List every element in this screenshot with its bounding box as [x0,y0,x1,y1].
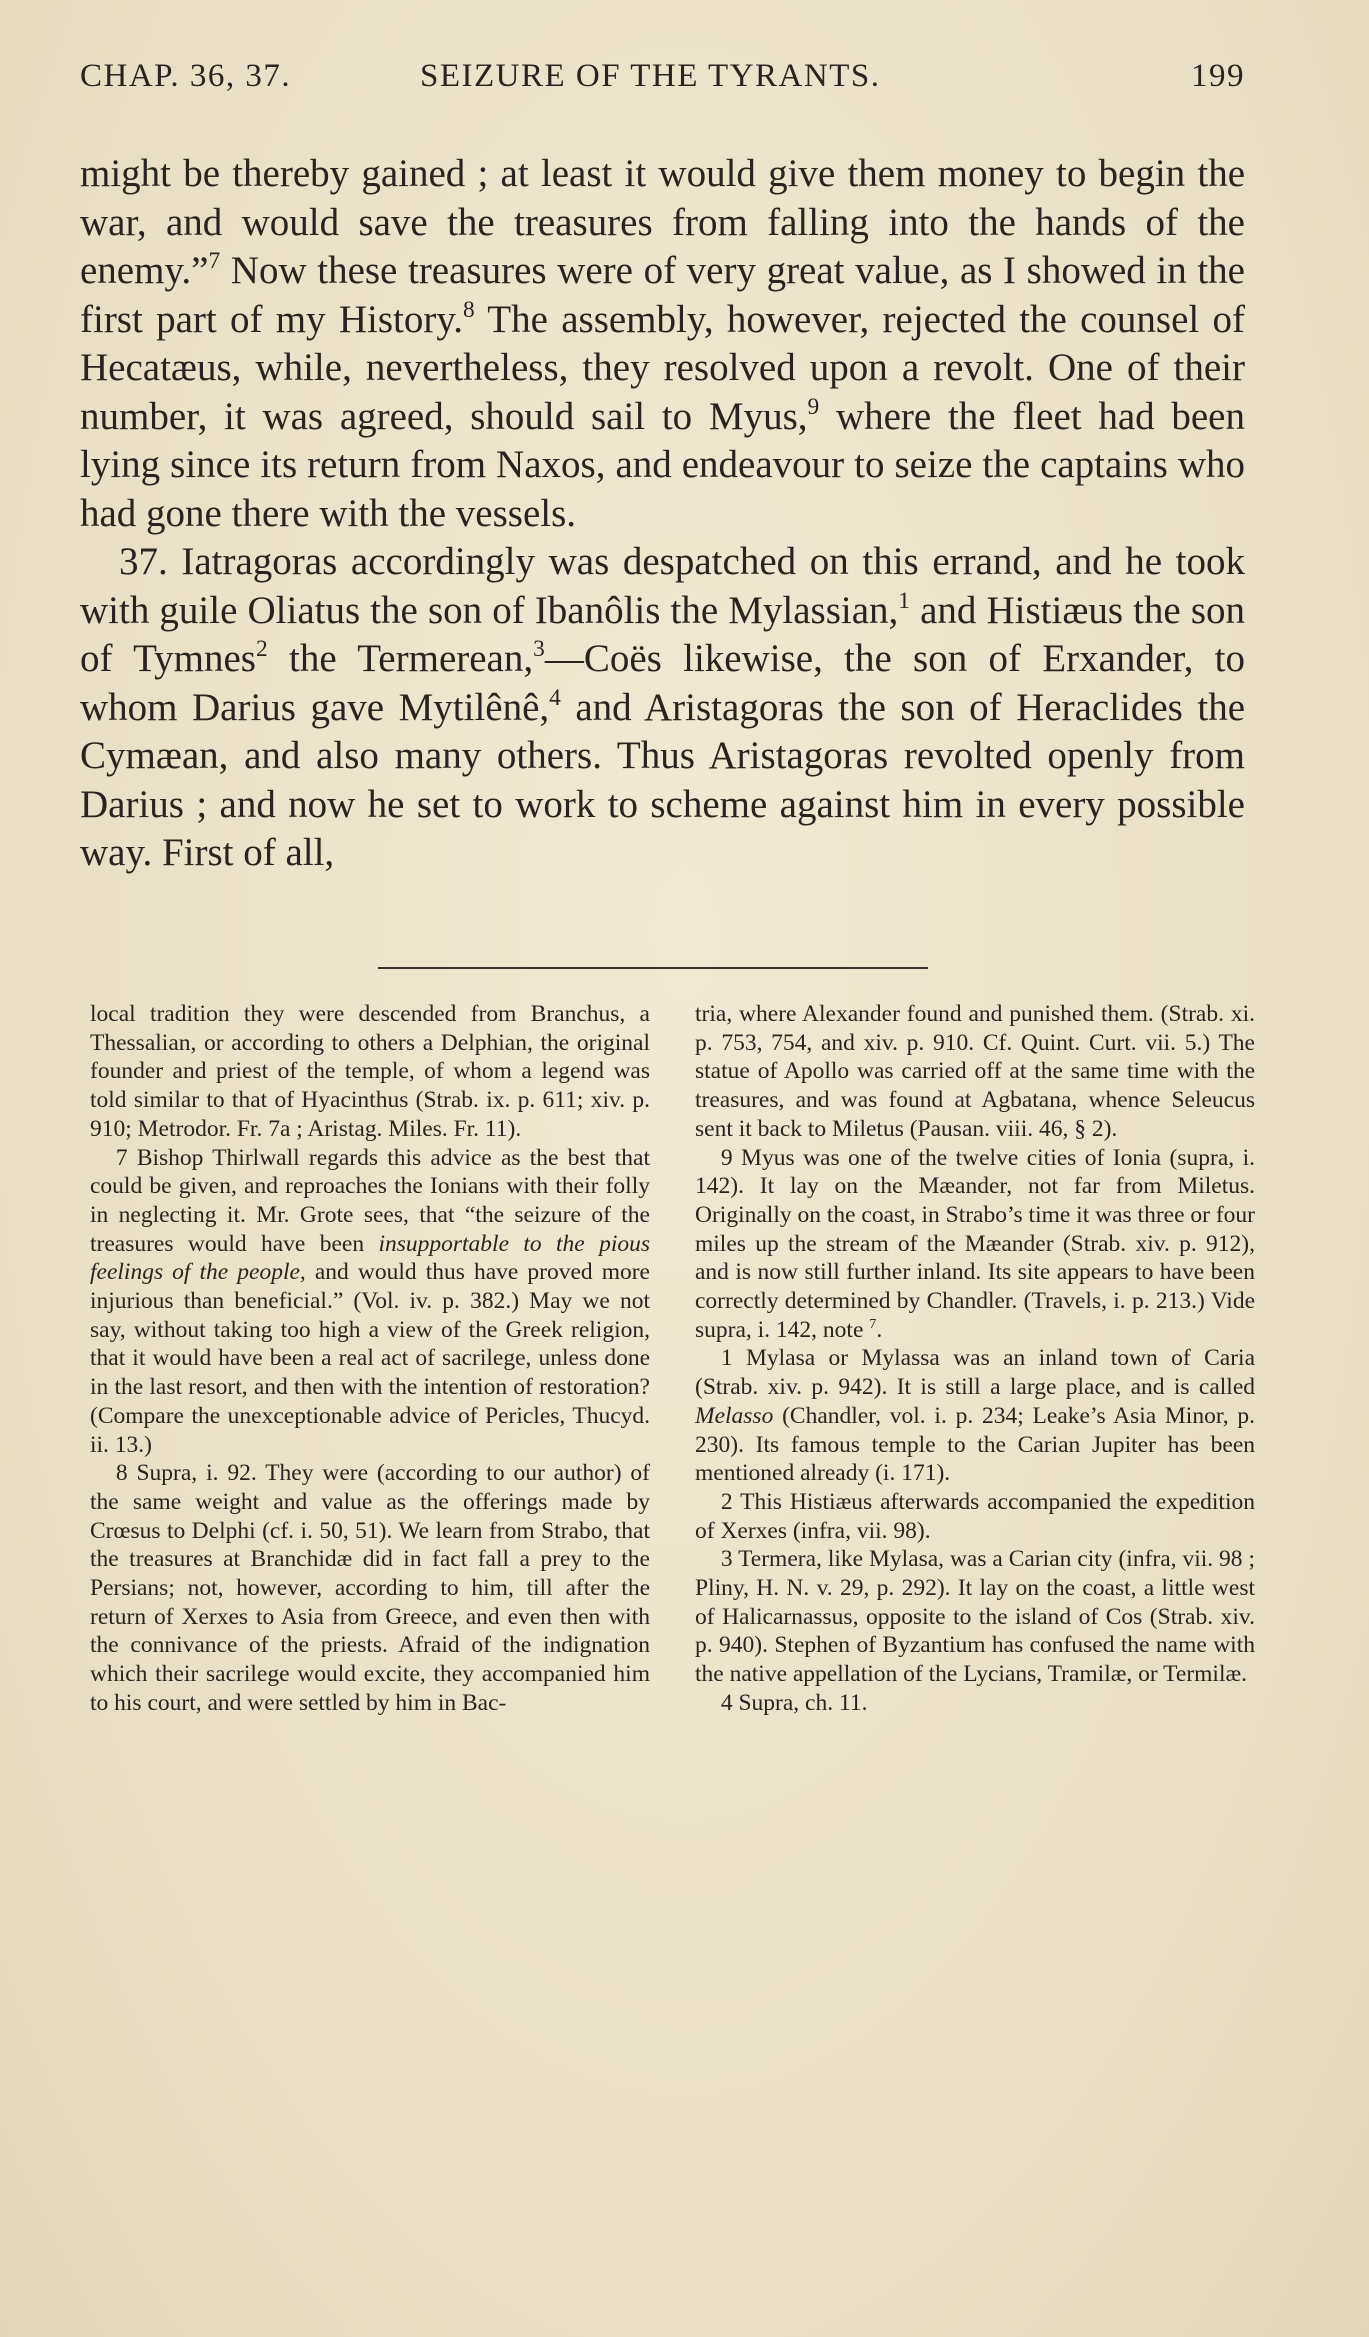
running-title: SEIZURE OF THE TYRANTS. [420,58,881,94]
running-header [80,58,1245,108]
paragraph-continuation: might be thereby gained ; at least it would give them money to begin the war, and would save the treasures from falling into the hands of the enemy.”$^7$ Now these treasures were of very great value, as I showed in the first part of my History.$^8$ The assembly, however, rejected the counsel of Hecatæus, while, nevertheless, they resolved upon a revolt. One of their number, it was agreed, should sail to Myus,$^9$ where the fleet had been lying since its return from Naxos, and endeavour to seize the captains who had gone there with the vessels. [80,152,1245,535]
footnote-7: 7 Bishop Thirlwall regards this advice as the best that could be given, and reproaches the Ionians with their folly in neglecting it. Mr. Grote sees, that “the seizure of the treasures would have been insupportable to the pious feelings of the people, and would thus have proved more injurious than beneficial.” (Vol. iv. p. 382.) May we not say, without taking too high a view of the Greek religion, that it would have been a real act of sacrilege, unless done in the last resort, and then with the intention of restoration? (Compare the unexceptionable advice of Pericles, Thucyd. ii. 13.) [90,1144,650,1458]
footnote-ref-4[interactable]: 4 [549,684,561,711]
footnote-continuation: tria, where Alexander found and punished them. (Strab. xi. p. 753, 754, and xiv. p. 910. Cf. Quint. Curt. vii. 5.) The statue of Apollo was carried off at the same time with the treasures, and was found at Agbatana, whence Seleucus sent it back to Miletus (Pausan. viii. 46, § 2). [695,1001,1255,1142]
footnote-4: 4 Supra, ch. 11. [720,1689,868,1716]
paragraph-37: 37. Iatragoras accordingly was despatched on this errand, and he took with guile Oliatus the son of Ibanôlis the Mylassian,$^1$ and Histiæus the son of Tymnes$^2$ the Termerean,$^3$—Coës likewise, the son of Erxander, to whom Darius gave Mytilênê,$^4$ and Aristagoras the son of Heraclides the Cymæan, and also many others. Thus Aristagoras revolted openly from Darius ; and now he set to work to scheme against him in every possible way. First of all, [80,540,1245,874]
footnote-ref-9[interactable]: 9 [807,393,820,420]
footnotes-left-column [90,1000,650,1718]
footnote-1: 1 Mylasa or Mylassa was an inland town of Caria (Strab. xiv. p. 942). It is still a large place, and is called Melasso (Chandler, vol. i. p. 234; Leake’s Asia Minor, p. 230). Its famous temple to the Carian Jupiter has been mentioned already (i. 171). [695,1345,1255,1487]
footnote-3: 3 Termera, like Mylasa, was a Carian city (infra, vii. 98 ; Pliny, H. N. v. 29, p. 292). It lay on the coast, a little west of Halicarnassus, opposite to the island of Cos (Strab. xiv. p. 940). Stephen of Byzantium has confused the name with the native appellation of the Lycians, Tramilæ, or Termilæ. [695,1546,1255,1688]
footnote-ref-1[interactable]: 1 [898,587,910,614]
footnote-ref-7[interactable]: 7 [208,247,221,274]
footnote-ref-2[interactable]: 2 [256,635,268,662]
footnote-2: 2 This Histiæus afterwards accompanied the expedition of Xerxes (infra, vii. 98). [695,1488,1255,1544]
footnote-9: 9 Myus was one of the twelve cities of Ionia (supra, i. 142). It lay on the Mæander, not far from Miletus. Originally on the coast, in Strabo’s time it was three or four miles up the stream of the Mæander (Strab. xiv. p. 912), and is now still further inland. Its site appears to have been correctly determined by Chandler. (Travels, i. p. 213.) Vide supra, i. 142, note $^7$. [695,1144,1255,1343]
footnote-ref-8[interactable]: 8 [463,296,475,323]
footnotes-right-column [695,1000,1255,1718]
footnote-divider [378,967,928,969]
footnote-8: 8 Supra, i. 92. They were (according to our author) of the same weight and value as the offerings made by Crœsus to Delphi (cf. i. 50, 51). We learn from Strabo, that the treasures at Branchidæ did in fact fall a prey to the Persians; not, however, according to him, till after the return of Xerxes to Asia from Greece, and even then with the connivance of the priests. Afraid of the indignation which their sacrilege would excite, they accompanied him to his court, and were settled by him in Bac- [90,1460,650,1716]
main-text [80,150,1245,878]
footnote-continuation: local tradition they were descended from Branchus, a Thessalian, or according to others a Delphian, the original founder and priest of the temple, of whom a legend was told similar to that of Hyacinthus (Strab. ix. p. 611; xiv. p. 910; Metrodor. Fr. 7a ; Aristag. Miles. Fr. 11). [90,1001,650,1142]
footnote-ref-3[interactable]: 3 [533,635,545,662]
chapter-reference: CHAP. 36, 37. [80,58,292,94]
page-number: 199 [1191,58,1245,94]
